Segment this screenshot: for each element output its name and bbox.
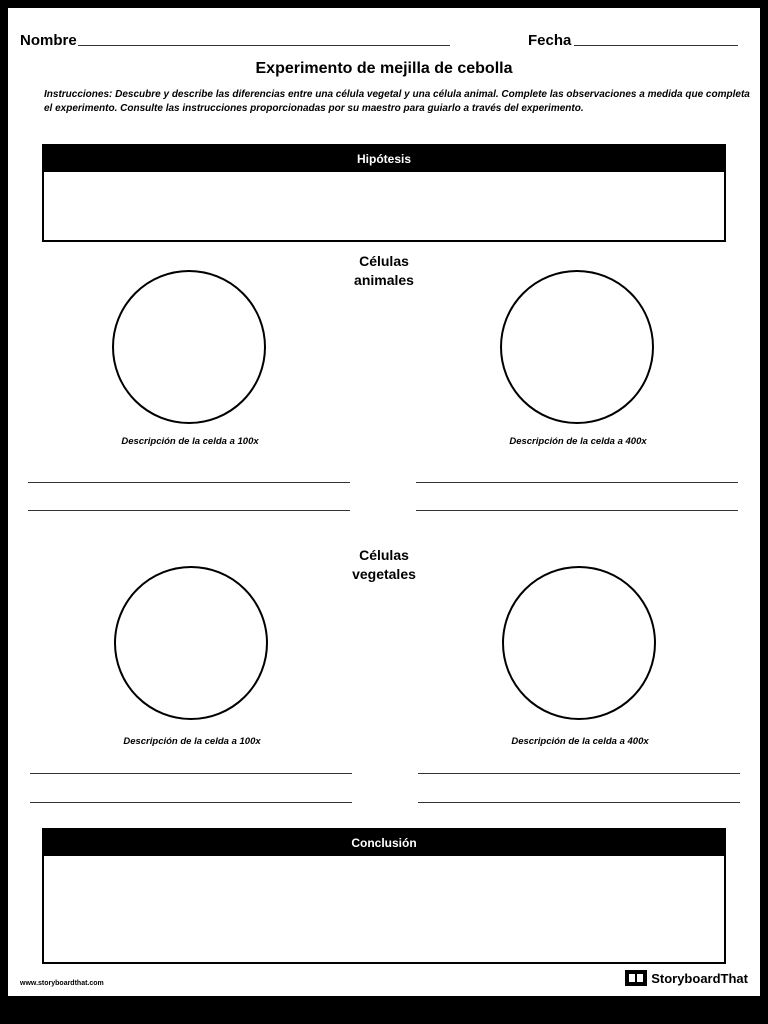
animal-100x-caption: Descripción de la celda a 100x [121, 436, 259, 447]
date-label: Fecha [528, 32, 572, 49]
plant-400x-line-1[interactable] [418, 773, 740, 774]
plant-100x-line-2[interactable] [30, 802, 352, 803]
plant-100x-circle[interactable] [114, 566, 268, 720]
hypothesis-box[interactable] [42, 144, 726, 242]
plant-400x-caption: Descripción de la celda a 400x [511, 736, 649, 747]
animal-100x-line-2[interactable] [28, 510, 350, 511]
plant-section-title [304, 546, 464, 584]
page-title: Experimento de mejilla de cebolla [255, 60, 513, 77]
hypothesis-heading: Hipótesis [44, 146, 724, 172]
conclusion-box[interactable] [42, 828, 726, 964]
name-line[interactable] [78, 45, 450, 46]
conclusion-heading: Conclusión [44, 830, 724, 856]
animal-400x-caption: Descripción de la celda a 400x [509, 436, 647, 447]
animal-section-title [304, 252, 464, 290]
instructions-text: Instrucciones: Descubre y describe las diferencias entre una célula vegetal y una célula animal. Complete las observaciones a medida que completa el experimento. Consulte las instrucciones proporcionadas por su maestro para guiarlo a través del experimento. [44, 89, 750, 114]
animal-400x-line-2[interactable] [416, 510, 738, 511]
storyboard-logo-icon [625, 970, 647, 986]
animal-100x-line-1[interactable] [28, 482, 350, 483]
plant-title-line1: Células [359, 547, 409, 563]
footer-url: www.storyboardthat.com [20, 980, 104, 987]
brand-name: StoryboardThat [651, 970, 748, 986]
name-label: Nombre [20, 32, 77, 49]
animal-title-line1: Células [359, 253, 409, 269]
plant-400x-line-2[interactable] [418, 802, 740, 803]
animal-400x-line-1[interactable] [416, 482, 738, 483]
animal-title-line2: animales [354, 272, 414, 288]
plant-100x-caption: Descripción de la celda a 100x [123, 736, 261, 747]
animal-100x-circle[interactable] [112, 270, 266, 424]
plant-400x-circle[interactable] [502, 566, 656, 720]
plant-title-line2: vegetales [352, 566, 416, 582]
worksheet [8, 8, 760, 996]
plant-100x-line-1[interactable] [30, 773, 352, 774]
brand-logo [625, 970, 748, 986]
date-line[interactable] [574, 45, 738, 46]
animal-400x-circle[interactable] [500, 270, 654, 424]
